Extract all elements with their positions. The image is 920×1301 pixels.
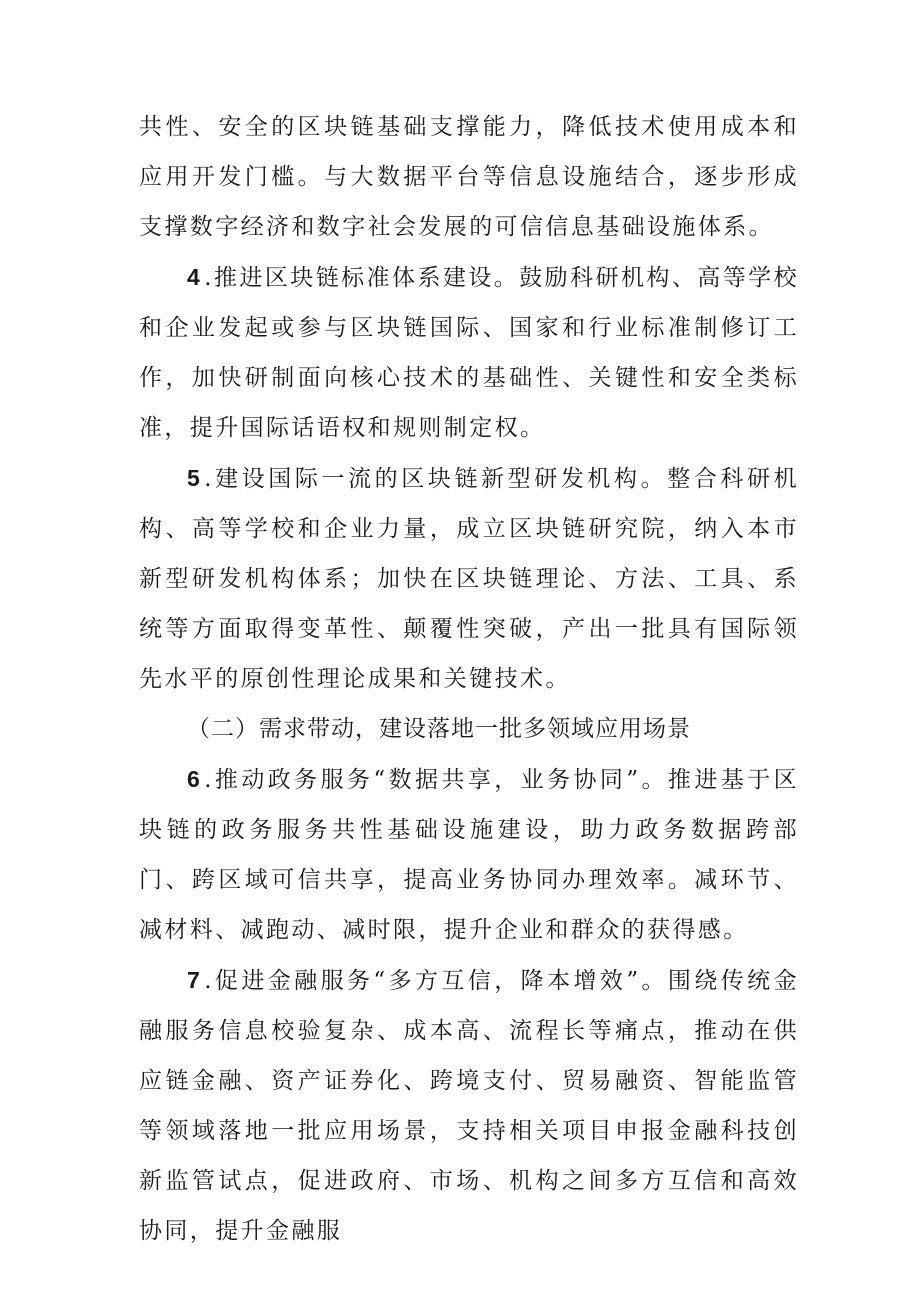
paragraph-text: 共性、安全的区块链基础支撑能力，降低技术使用成本和应用开发门槛。与大数据平台等信息设施结合，逐步形成支撑数字经济和数字社会发展的可信信息基础设施体系。	[139, 114, 799, 240]
item-number: 4	[187, 264, 203, 290]
paragraph-item-6	[139, 754, 799, 955]
heading-text: （二）需求带动，建设落地一批多领域应用场景	[187, 716, 691, 742]
paragraph-text: .推进区块链标准体系建设。鼓励科研机构、高等学校和企业发起或参与区块链国际、国家和行业标准制修订工作，加快研制面向核心技术的基础性、关键性和安全类标准，提升国际话语权和规则制定权。	[139, 265, 799, 441]
paragraph-text: .推动政务服务“数据共享，业务协同”。推进基于区块链的政务服务共性基础设施建设，助力政务数据跨部门、跨区域可信共享，提高业务协同办理效率。减环节、减材料、减跑动、减时限，提升企业和群众的获得感。	[139, 767, 799, 943]
item-number: 5	[187, 465, 203, 491]
paragraph-text: .促进金融服务“多方互信，降本增效”。围绕传统金融服务信息校验复杂、成本高、流程长等痛点，推动在供应链金融、资产证券化、跨境支付、贸易融资、智能监管等领域落地一批应用场景，支持相关项目申报金融科技创新监管试点，促进政府、市场、机构之间多方互信和高效协同，提升金融服	[139, 968, 799, 1244]
paragraph-text: .建设国际一流的区块链新型研发机构。整合科研机构、高等学校和企业力量，成立区块链研究院，纳入本市新型研发机构体系；加快在区块链理论、方法、工具、系统等方面取得变革性、颠覆性突破，产出一批具有国际领先水平的原创性理论成果和关键技术。	[139, 466, 799, 692]
paragraph-item-4	[139, 252, 799, 453]
item-number: 7	[187, 967, 203, 993]
section-heading-2	[139, 704, 799, 754]
item-number: 6	[187, 766, 203, 792]
paragraph-item-7	[139, 955, 799, 1256]
document-body	[139, 102, 799, 1256]
paragraph-item-5	[139, 453, 799, 704]
paragraph-continuation	[139, 102, 799, 252]
